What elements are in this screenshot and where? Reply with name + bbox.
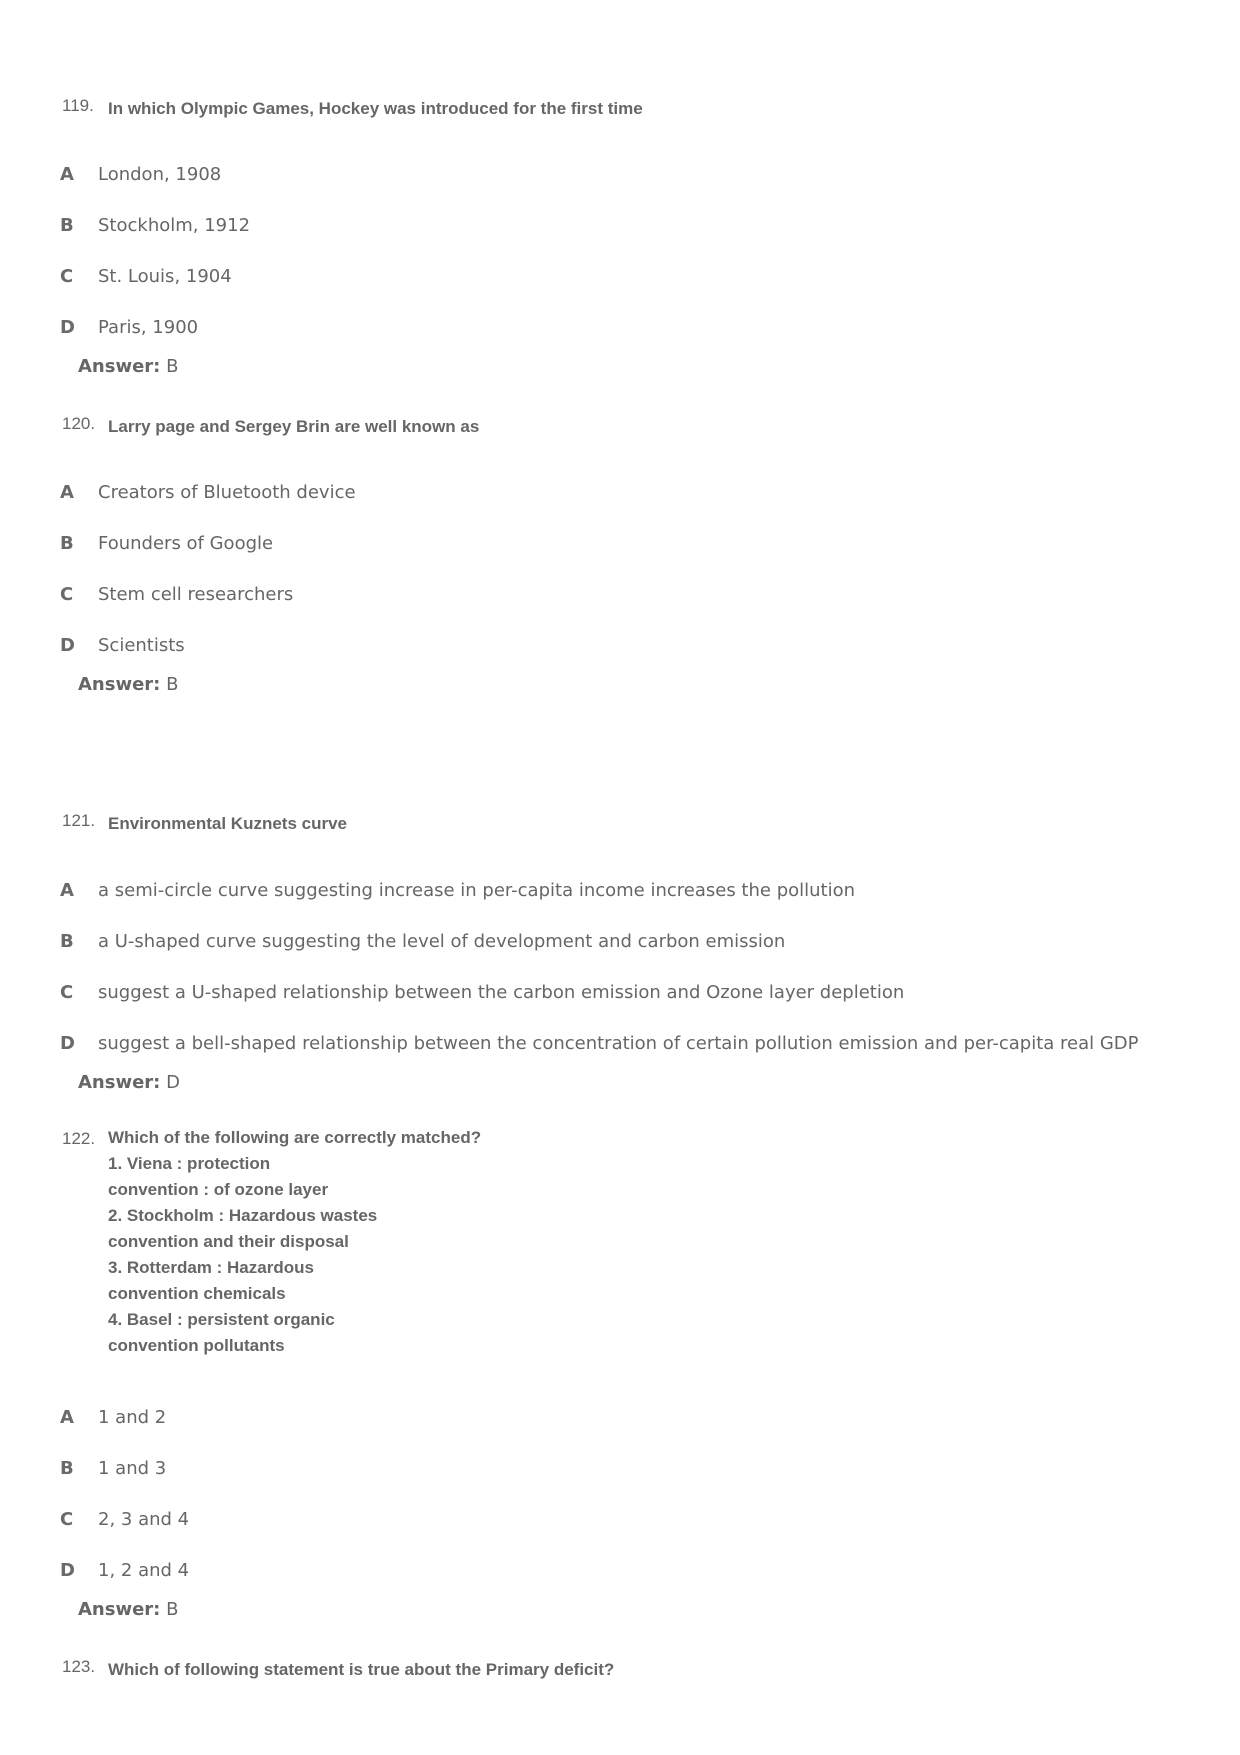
answer <box>78 1599 178 1620</box>
answer-label: Answer: <box>78 1599 161 1620</box>
question-text <box>108 414 479 440</box>
answer-label: Answer: <box>78 356 161 377</box>
option-text: Stem cell researchers <box>98 584 294 605</box>
question-line: convention pollutants <box>108 1336 285 1355</box>
option-text: Founders of Google <box>98 533 274 554</box>
question-121 <box>62 811 348 833</box>
option-text: 1 and 2 <box>98 1407 167 1428</box>
question-122 <box>62 1128 482 1355</box>
question-number: 121. <box>62 811 96 830</box>
option-text: suggest a U-shaped relationship between the carbon emission and Ozone layer depletion <box>98 982 905 1003</box>
option-d[interactable] <box>60 635 185 656</box>
question-text <box>108 811 347 837</box>
option-b[interactable] <box>60 533 273 554</box>
option-letter: A <box>60 1407 74 1428</box>
option-text: Scientists <box>98 635 185 656</box>
option-c[interactable] <box>60 982 904 1003</box>
question-line: convention chemicals <box>108 1284 286 1303</box>
question-line: Environmental Kuznets curve <box>108 814 348 833</box>
question-line: In which Olympic Games, Hockey was introduced for the first time <box>108 99 643 118</box>
question-line: Larry page and Sergey Brin are well known as <box>108 417 480 436</box>
answer-value: B <box>166 356 179 377</box>
option-letter: A <box>60 880 74 901</box>
option-c[interactable] <box>60 584 293 605</box>
option-c[interactable] <box>60 1509 189 1530</box>
option-letter: D <box>60 1033 75 1054</box>
question-number: 119. <box>62 96 94 115</box>
option-letter: C <box>60 1509 74 1530</box>
option-text: Paris, 1900 <box>98 317 199 338</box>
question-line: Which of the following are correctly matched? <box>108 1128 482 1147</box>
option-letter: D <box>60 1560 75 1581</box>
option-text: 1 and 3 <box>98 1458 167 1479</box>
option-text: a U-shaped curve suggesting the level of development and carbon emission <box>98 931 786 952</box>
option-text: Creators of Bluetooth device <box>98 482 356 503</box>
answer-label: Answer: <box>78 674 161 695</box>
question-123 <box>62 1657 615 1679</box>
answer-value: D <box>166 1072 180 1093</box>
option-letter: B <box>60 1458 74 1479</box>
answer <box>78 1072 180 1093</box>
option-d[interactable] <box>60 1033 1139 1054</box>
question-text <box>108 96 643 122</box>
question-line: Which of following statement is true about the Primary deficit? <box>108 1660 615 1679</box>
question-text <box>108 1125 481 1359</box>
answer <box>78 674 178 695</box>
question-119 <box>62 96 643 118</box>
option-letter: A <box>60 164 74 185</box>
question-number: 120. <box>62 414 96 433</box>
question-line: 2. Stockholm : Hazardous wastes <box>108 1206 378 1225</box>
question-line: convention and their disposal <box>108 1232 349 1251</box>
option-text: a semi-circle curve suggesting increase in per-capita income increases the pollution <box>98 880 856 901</box>
question-line: 4. Basel : persistent organic <box>108 1310 335 1329</box>
answer-value: B <box>166 674 179 695</box>
option-letter: C <box>60 584 74 605</box>
option-b[interactable] <box>60 931 785 952</box>
option-letter: B <box>60 533 74 554</box>
option-a[interactable] <box>60 164 221 185</box>
option-text: 1, 2 and 4 <box>98 1560 190 1581</box>
option-a[interactable] <box>60 880 855 901</box>
option-b[interactable] <box>60 1458 166 1479</box>
option-text: London, 1908 <box>98 164 222 185</box>
option-letter: C <box>60 982 74 1003</box>
question-text <box>108 1657 614 1683</box>
option-text: St. Louis, 1904 <box>98 266 232 287</box>
question-line: 1. Viena : protection <box>108 1154 271 1173</box>
answer-value: B <box>166 1599 179 1620</box>
option-letter: A <box>60 482 74 503</box>
question-120 <box>62 414 480 436</box>
option-letter: D <box>60 317 75 338</box>
option-b[interactable] <box>60 215 250 236</box>
option-d[interactable] <box>60 1560 189 1581</box>
question-number: 123. <box>62 1657 96 1676</box>
option-letter: C <box>60 266 74 287</box>
option-text: 2, 3 and 4 <box>98 1509 190 1530</box>
option-letter: D <box>60 635 75 656</box>
option-letter: B <box>60 931 74 952</box>
option-text: suggest a bell-shaped relationship between the concentration of certain pollution emission and per-capita real GDP <box>98 1033 1139 1054</box>
question-number: 122. <box>62 1129 96 1148</box>
answer <box>78 356 178 377</box>
option-c[interactable] <box>60 266 232 287</box>
question-line: 3. Rotterdam : Hazardous <box>108 1258 314 1277</box>
option-d[interactable] <box>60 317 198 338</box>
option-a[interactable] <box>60 1407 166 1428</box>
option-text: Stockholm, 1912 <box>98 215 251 236</box>
option-letter: B <box>60 215 74 236</box>
question-line: convention : of ozone layer <box>108 1180 329 1199</box>
option-a[interactable] <box>60 482 356 503</box>
answer-label: Answer: <box>78 1072 161 1093</box>
